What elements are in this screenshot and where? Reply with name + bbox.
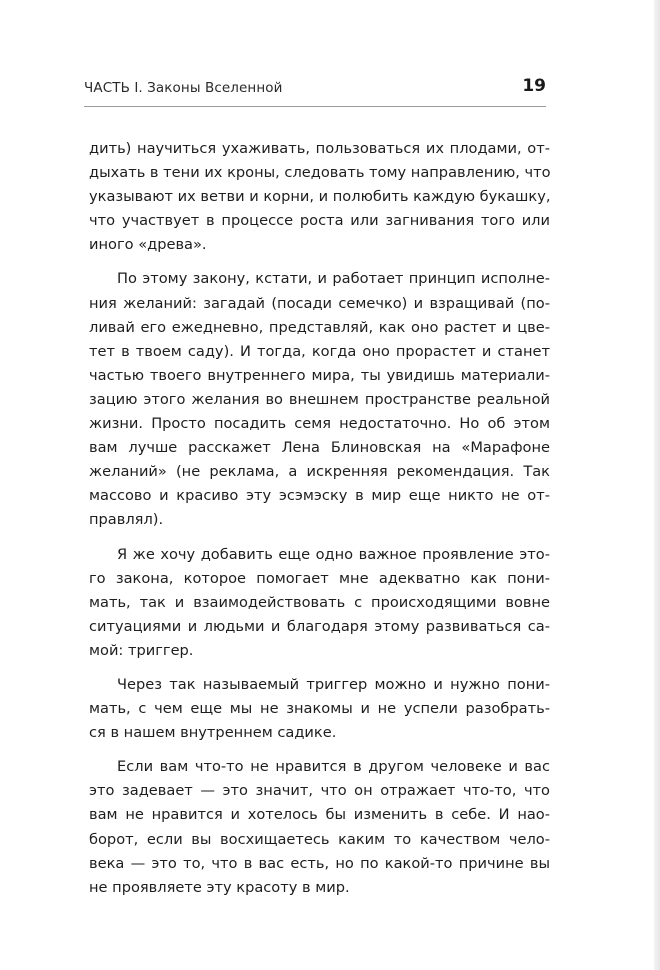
text-line: это задевает — это значит, что он отражает что-то, что bbox=[89, 782, 550, 800]
text-line: массово и красиво эту эсэмэску в мир еще никто не от- bbox=[89, 487, 550, 505]
text-line: дыхать в тени их кроны, следовать тому направлению, что bbox=[89, 164, 551, 182]
text-line: не проявляете эту красоту в мир. bbox=[89, 878, 350, 896]
text-line: ливай его ежедневно, представляй, как оно растет и цве- bbox=[89, 318, 550, 336]
text-line: Я же хочу добавить еще одно важное проявление это- bbox=[117, 545, 550, 563]
text-line: жизни. Просто посадить семя недостаточно. Но об этом bbox=[89, 415, 550, 433]
text-line: Через так называемый триггер можно и нужно пони- bbox=[117, 675, 550, 693]
body-text bbox=[89, 137, 550, 910]
chapter-title: ЧАСТЬ I. Законы Вселенной bbox=[84, 80, 283, 96]
text-line: указывают их ветви и корни, и полюбить каждую букашку, bbox=[89, 188, 551, 206]
paragraph bbox=[89, 755, 550, 900]
text-line: частью твоего внутреннего мира, ты увидишь материали- bbox=[89, 366, 550, 384]
text-line: желаний» (не реклама, а искренняя рекомендация. Так bbox=[89, 463, 550, 481]
text-line: го закона, которое помогает мне адекватно как пони- bbox=[89, 569, 550, 587]
text-line: ситуациями и людьми и благодаря этому развиваться са- bbox=[89, 617, 550, 635]
text-line: вам лучше расскажет Лена Блиновская на «Марафоне bbox=[89, 439, 550, 457]
text-line: ся в нашем внутреннем садике. bbox=[89, 724, 337, 742]
text-line: мой: триггер. bbox=[89, 641, 194, 659]
text-line: правлял). bbox=[89, 511, 164, 529]
paragraph bbox=[89, 137, 550, 257]
text-line: что участвует в процессе роста или загнивания того или bbox=[89, 212, 550, 230]
running-head bbox=[84, 76, 546, 100]
text-line: тет в твоем саду). И тогда, когда оно прорастет и станет bbox=[89, 342, 550, 360]
header-rule bbox=[84, 106, 546, 107]
page-edge bbox=[654, 0, 660, 970]
text-line: дить) научиться ухаживать, пользоваться их плодами, от- bbox=[89, 140, 550, 157]
text-line: века — это то, что в вас есть, но по какой-то причине вы bbox=[89, 854, 550, 872]
text-line: борот, если вы восхищаетесь каким то качеством чело- bbox=[89, 830, 550, 848]
text-line: мать, так и взаимодействовать с происходящими вовне bbox=[89, 593, 550, 611]
text-line: Если вам что-то не нравится в другом человеке и вас bbox=[117, 758, 550, 776]
text-line: вам не нравится и хотелось бы изменить в себе. И нао- bbox=[89, 806, 550, 824]
text-line: мать, с чем еще мы не знакомы и не успели разобрать- bbox=[89, 700, 550, 718]
text-line: зацию этого желания во внешнем пространстве реальной bbox=[89, 390, 550, 408]
paragraph bbox=[89, 267, 550, 532]
page-number: 19 bbox=[522, 76, 546, 96]
paragraph bbox=[89, 543, 550, 663]
text-line: ния желаний: загадай (посади семечко) и взращивай (по- bbox=[89, 294, 550, 312]
text-line: иного «древа». bbox=[89, 236, 207, 254]
paragraph bbox=[89, 673, 550, 745]
text-line: По этому закону, кстати, и работает принцип исполне- bbox=[117, 270, 550, 288]
